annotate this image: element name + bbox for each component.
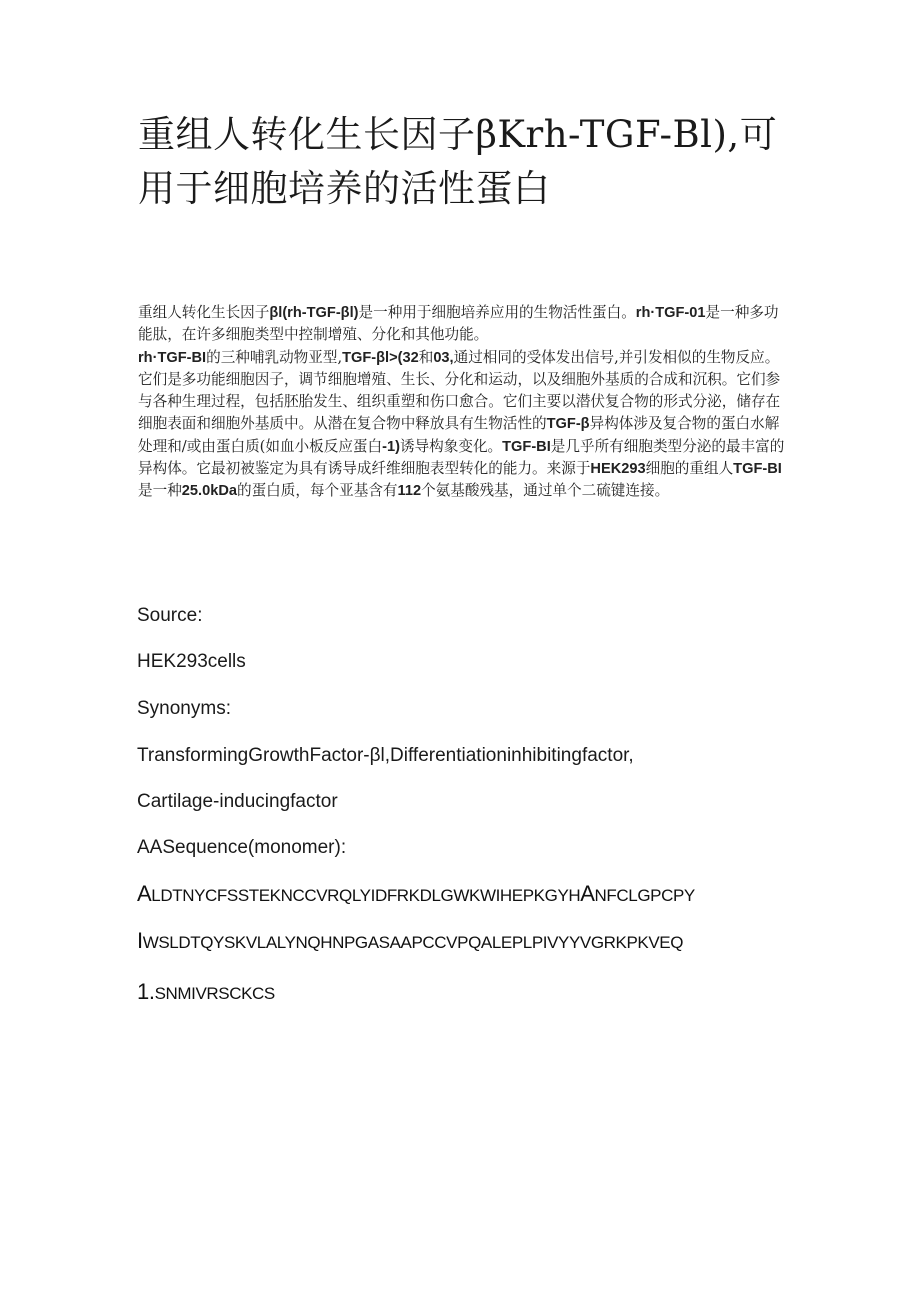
document-title: 重组人转化生长因子βKrh-TGF-Bl),可用于细胞培养的活性蛋白 bbox=[138, 113, 778, 210]
intro-paragraph-2 bbox=[138, 347, 788, 503]
para1-segment: 是一种多功能肽，在许多细胞类型中控制增殖、分化和其他功能。 bbox=[138, 304, 779, 344]
sequence-line-1-initial: A bbox=[137, 881, 152, 906]
para2-segment: TGF-β bbox=[546, 416, 590, 433]
para2-segment: 诱导构象变化。 bbox=[399, 437, 503, 455]
source-label: Source: bbox=[137, 605, 203, 626]
para2-segment: 是一种 bbox=[138, 482, 182, 500]
synonyms-line-2: Cartilage-inducingfactor bbox=[137, 791, 338, 812]
para2-segment: 25.0kDa bbox=[181, 483, 237, 500]
para2-segment: 03, bbox=[433, 349, 454, 366]
para2-segment: 和 bbox=[418, 348, 434, 366]
para2-segment: 细胞的重组人 bbox=[645, 460, 734, 478]
sequence-line-1-cap: A bbox=[580, 881, 595, 906]
para1-segment: 是一种用于细胞培养应用的生物活性蛋白。 bbox=[358, 304, 636, 321]
aa-sequence-label: AASequence(monomer): bbox=[137, 837, 347, 858]
intro-paragraph-1 bbox=[138, 302, 788, 347]
para2-segment: TGF-BI bbox=[502, 438, 551, 455]
source-value: HEK293cells bbox=[137, 651, 246, 672]
para1-segment: βl(rh-TGF-βl) bbox=[269, 305, 359, 321]
intro-text bbox=[138, 302, 788, 503]
para2-segment: 通过相同的受体发出信号,并引发相似的生物反应。它们是多功能细胞因子，调节细胞增殖、生长、分化和运动，以及细胞外基质的合成和沉积。它们参与各种生理过程，包括胚胎发生、组织重塑和伤口愈合。它们主要以潜伏复合物的形式分泌，储存在细胞表面和细胞外基质中。从潜在复合物中释放具有生物活性的 bbox=[138, 348, 781, 433]
para2-segment: -1) bbox=[382, 438, 400, 455]
para2-segment: TGF-BI bbox=[733, 461, 782, 478]
para2-segment: 异构体涉及复合物的蛋白水解处理和/或由蛋白质(如血小板反应蛋白 bbox=[138, 415, 780, 455]
sequence-line-3-body: SNMIVRSCKCS bbox=[154, 984, 275, 1003]
para2-segment: 的三种哺乳动物亚型, bbox=[206, 348, 343, 366]
sequence-line-2-initial: I bbox=[137, 928, 143, 953]
para2-segment: TGF-βl>(32 bbox=[342, 349, 419, 366]
para2-segment: 是几乎所有细胞类型分泌的最丰富的异构体。它最初被鉴定为具有诱导成纤维细胞表型转化的能力。来源于 bbox=[138, 437, 785, 478]
sequence-line-1-end: NFCLGPCPY bbox=[594, 886, 695, 905]
para2-segment: rh·TGF-BI bbox=[138, 349, 207, 366]
sequence-line-2 bbox=[137, 928, 683, 956]
para2-segment: 112 bbox=[397, 483, 422, 500]
para1-segment: rh·TGF-01 bbox=[635, 305, 706, 321]
sequence-line-1 bbox=[137, 881, 695, 909]
para1-segment: 重组人转化生长因子 bbox=[138, 304, 270, 321]
para2-segment: 个氨基酸残基，通过单个二硫键连接。 bbox=[421, 482, 670, 500]
sequence-line-1-body: LDTNYCFSSTEKNCCVRQLYIDFRKDLGWKWIHEPKGYH bbox=[151, 886, 581, 905]
sequence-line-2-body: WSLDTQYSKVLALYNQHNPGASAAPCCVPQALEPLPIVYYVGRKPKVEQ bbox=[142, 933, 684, 952]
synonyms-label: Synonyms: bbox=[137, 698, 231, 719]
para2-segment: 的蛋白质，每个亚基含有 bbox=[236, 482, 398, 500]
sequence-line-3 bbox=[137, 979, 275, 1007]
synonyms-line-1: TransformingGrowthFactor-βl,Differentiationinhibitingfactor, bbox=[137, 745, 634, 766]
para2-segment: HEK293 bbox=[590, 461, 646, 478]
sequence-line-3-initial: 1. bbox=[137, 979, 155, 1004]
